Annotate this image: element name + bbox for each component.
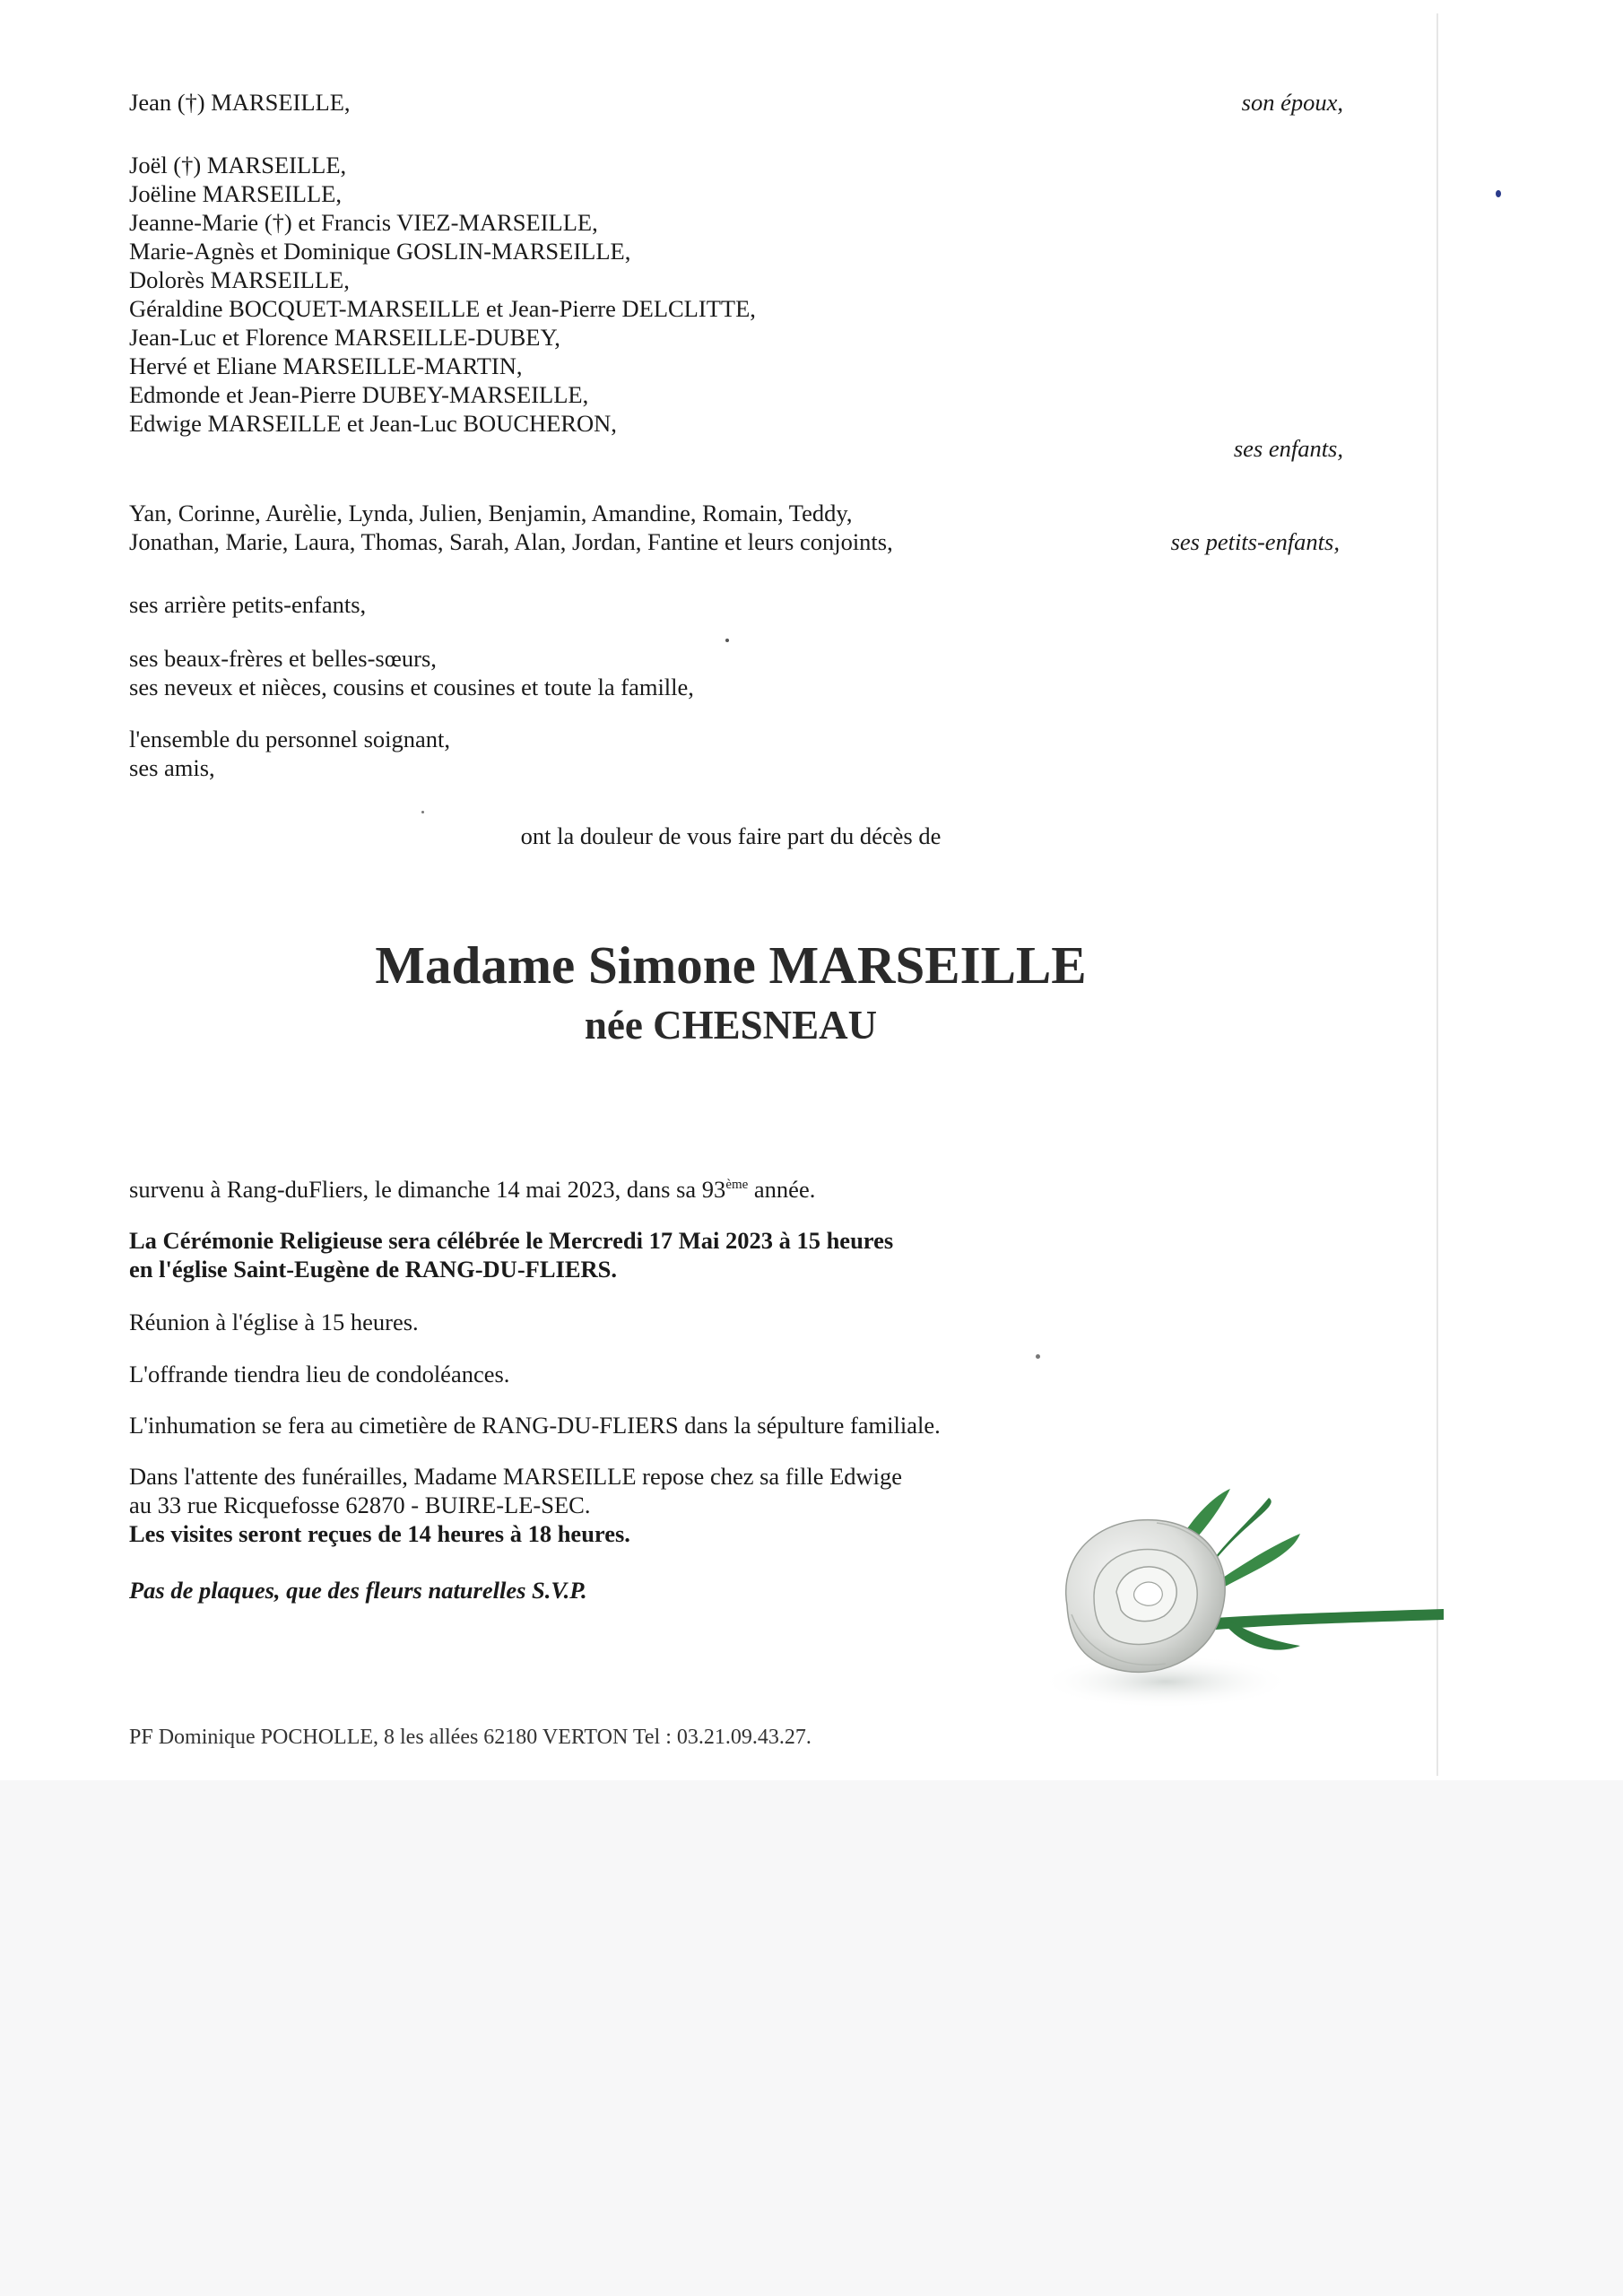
family-line: ses neveux et nièces, cousins et cousines et toute la famille, [129, 674, 694, 700]
visits-info: Les visites seront reçues de 14 heures à 18 heures. [129, 1520, 630, 1547]
others-line: ses amis, [129, 754, 215, 781]
spouse-role: son époux, [1241, 89, 1343, 116]
great-grandchildren: ses arrière petits-enfants, [129, 591, 367, 618]
funeral-home-footer: PF Dominique POCHOLLE, 8 les allées 62180 VERTON Tel : 03.21.09.43.27. [129, 1726, 812, 1749]
child-line: Edwige MARSEILLE et Jean-Luc BOUCHERON, [129, 410, 617, 437]
deceased-name: Madame Simone MARSEILLE [375, 935, 1087, 995]
grandchildren-line: Yan, Corinne, Aurèlie, Lynda, Julien, Benjamin, Amandine, Romain, Teddy, [129, 500, 853, 526]
scan-background-bottom [0, 1780, 1623, 2296]
scan-speck [1496, 190, 1501, 197]
children-list [129, 151, 756, 438]
others-list [129, 725, 450, 782]
ceremony-line: en l'église Saint-Eugène de RANG-DU-FLIERS. [129, 1256, 618, 1283]
death-details-text: survenu à Rang-duFliers, le dimanche 14 mai 2023, dans sa 93 [129, 1176, 726, 1203]
ceremony-line: La Cérémonie Religieuse sera célébrée le Mercredi 17 Mai 2023 à 15 heures [129, 1227, 894, 1254]
grandchildren-line: Jonathan, Marie, Laura, Thomas, Sarah, Alan, Jordan, Fantine et leurs conjoints, [129, 528, 893, 555]
scan-speck [725, 639, 729, 642]
death-details [129, 1175, 815, 1204]
rose-icon [1031, 1471, 1444, 1722]
child-line: Joël (†) MARSEILLE, [129, 152, 347, 178]
rest-place-line: Dans l'attente des funérailles, Madame MARSEILLE repose chez sa fille Edwige [129, 1463, 903, 1490]
flowers-note: Pas de plaques, que des fleurs naturelles S.V.P. [129, 1577, 587, 1604]
child-line: Jeanne-Marie (†) et Francis VIEZ-MARSEILLE, [129, 209, 598, 236]
family-list [129, 644, 694, 701]
offering-info: L'offrande tiendra lieu de condoléances. [129, 1361, 510, 1387]
grandchildren-list [129, 499, 893, 556]
announcement: ont la douleur de vous faire part du décès de [520, 822, 942, 849]
meeting-info: Réunion à l'église à 15 heures. [129, 1309, 419, 1335]
rest-place-line: au 33 rue Ricquefosse 62870 - BUIRE-LE-SEC. [129, 1492, 591, 1518]
grandchildren-role: ses petits-enfants, [1170, 528, 1340, 555]
scan-speck [1036, 1354, 1040, 1359]
child-line: Joëline MARSEILLE, [129, 180, 342, 207]
child-line: Hervé et Eliane MARSEILLE-MARTIN, [129, 352, 523, 379]
child-line: Jean-Luc et Florence MARSEILLE-DUBEY, [129, 324, 560, 351]
ceremony-info [129, 1226, 893, 1283]
child-line: Dolorès MARSEILLE, [129, 266, 350, 293]
others-line: l'ensemble du personnel soignant, [129, 726, 451, 752]
burial-info: L'inhumation se fera au cimetière de RANG-DU-FLIERS dans la sépulture familiale. [129, 1412, 941, 1439]
death-details-superscript: ème [725, 1178, 749, 1193]
death-details-end: année. [748, 1176, 816, 1203]
scan-speck [421, 811, 424, 813]
spouse-name: Jean (†) MARSEILLE, [129, 89, 351, 116]
child-line: Géraldine BOCQUET-MARSEILLE et Jean-Pierre DELCLITTE, [129, 295, 756, 322]
deceased-maiden-name: née CHESNEAU [584, 1003, 878, 1048]
family-line: ses beaux-frères et belles-sœurs, [129, 645, 437, 672]
child-line: Marie-Agnès et Dominique GOSLIN-MARSEILLE, [129, 238, 631, 265]
rest-place-info [129, 1462, 902, 1548]
child-line: Edmonde et Jean-Pierre DUBEY-MARSEILLE, [129, 381, 589, 408]
children-role: ses enfants, [1233, 435, 1343, 462]
